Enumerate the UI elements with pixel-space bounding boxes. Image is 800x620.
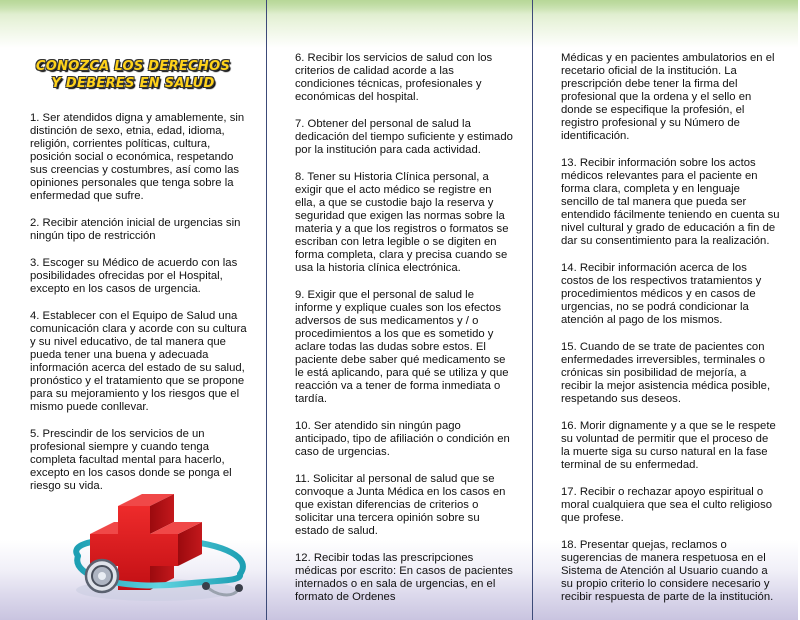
rights-list-right bbox=[561, 52, 780, 618]
right-item-15: 15. Cuando de se trate de pacientes con enfermedades irreversibles, terminales o crónicas sin posibilidad de mejoría, a recibir la mejor asistencia médica posible, respetando sus deseos. bbox=[561, 341, 771, 405]
right-item-10: 10. Ser atendido sin ningún pago anticipado, tipo de afiliación o condición en caso de urgencias. bbox=[295, 420, 510, 458]
right-item-6: 6. Recibir los servicios de salud con los criterios de calidad acorde a las condiciones técnicas, profesionales y económicas del hospital. bbox=[295, 52, 493, 103]
heading-line-2: Y DEBERES EN SALUD bbox=[51, 76, 215, 91]
brochure-panel-left bbox=[0, 0, 266, 620]
right-item-12-continued: Médicas y en pacientes ambulatorios en el recetario oficial de la institución. La prescripción debe tener la firma del profesional que la ordena y el sello en donde se especifique la profesión, el registro profesional y su Número de identificación. bbox=[561, 52, 775, 142]
right-item-7: 7. Obtener del personal de salud la dedicación del tiempo suficiente y estimado por la institución para cada actividad. bbox=[295, 118, 513, 156]
right-item-12: 12. Recibir todas las prescripciones médicas por escrito: En casos de pacientes internados o en sala de urgencias, en el formato de Ordenes bbox=[295, 552, 513, 603]
right-item-11: 11. Solicitar al personal de salud que se convoque a Junta Médica en los casos en que existan diferencias de criterios o solicitar una tercera opinión sobre su estado de salud. bbox=[295, 473, 506, 537]
red-cross-stethoscope-icon bbox=[56, 478, 256, 610]
stethoscope-chestpiece bbox=[86, 560, 118, 592]
right-item-8: 8. Tener su Historia Clínica personal, a exigir que el acto médico se registre en ella, a que se custodie bajo la reserva y seguridad que exigen las normas sobre la materia y a que los registros o formatos se escriban con letra legible o se digiten en forma completa, clara y precisa cuando se usa la historia clínica electrónica. bbox=[295, 171, 509, 274]
right-item-14: 14. Recibir información acerca de los costos de los respectivos tratamientos y procedimientos médicos y en casos de urgencias, no se podrá condicionar la atención al pago de los mismos. bbox=[561, 262, 762, 326]
brochure-panel-middle bbox=[266, 0, 532, 620]
right-item-9: 9. Exigir que el personal de salud le informe y explique cuales son los efectos adversos de sus medicamentos y / o procedimientos a los que es sometido y aclare todas las dudas sobre estos. El paciente debe saber qué medicamento se le está aplicando, para qué se utiliza y que reacción va a tener de forma inmediata o tardía. bbox=[295, 289, 509, 405]
right-item-17: 17. Recibir o rechazar apoyo espiritual o moral cualquiera que sea el culto religioso que profese. bbox=[561, 486, 772, 524]
rights-list-left bbox=[30, 112, 250, 507]
right-item-16: 16. Morir dignamente y a que se le respete su voluntad de permitir que el proceso de la muerte siga su curso natural en la fase terminal de su enfermedad. bbox=[561, 420, 776, 471]
right-item-5: 5. Prescindir de los servicios de un profesional siempre y cuando tenga completa facultad mental para hacerlo, excepto en los casos donde se ponga el riesgo su vida. bbox=[30, 428, 232, 492]
rights-list-middle bbox=[295, 52, 514, 618]
brochure-panel-right bbox=[532, 0, 798, 620]
brochure-heading bbox=[20, 58, 246, 92]
right-item-3: 3. Escoger su Médico de acuerdo con las posibilidades ofrecidas por el Hospital, excepto en los casos de urgencia. bbox=[30, 257, 238, 295]
right-item-4: 4. Establecer con el Equipo de Salud una comunicación clara y acorde con su cultura y su nivel educativo, de tal manera que pueda tener una buena y adecuada información acerca del estado de su salud, pronóstico y el tratamiento que se propone para su mejoramiento y los riesgos que el mismo puede conllevar. bbox=[30, 310, 247, 413]
right-item-1: 1. Ser atendidos digna y amablemente, sin distinción de sexo, etnia, edad, idioma, religión, corrientes políticas, cultura, posición social o económica, respetando sus creencias y costumbres, así como las opiniones personales que tenga sobre la enfermedad que sufre. bbox=[30, 112, 245, 202]
right-item-13: 13. Recibir información sobre los actos médicos relevantes para el paciente en forma clara, completa y en lenguaje sencillo de tal manera que pueda ser entendido fácilmente teniendo en cuenta su nivel cultural y grado de educación a fin de dar su consentimiento para la realización. bbox=[561, 157, 780, 247]
right-item-2: 2. Recibir atención inicial de urgencias sin ningún tipo de restricción bbox=[30, 217, 241, 242]
right-item-18: 18. Presentar quejas, reclamos o sugerencias de manera respetuosa en el Sistema de Atención al Usuario cuando a su propio criterio lo considere necesario y recibir respuesta de parte de la institución. bbox=[561, 539, 774, 603]
heading-line-1: CONOZCA LOS DERECHOS bbox=[35, 59, 231, 74]
